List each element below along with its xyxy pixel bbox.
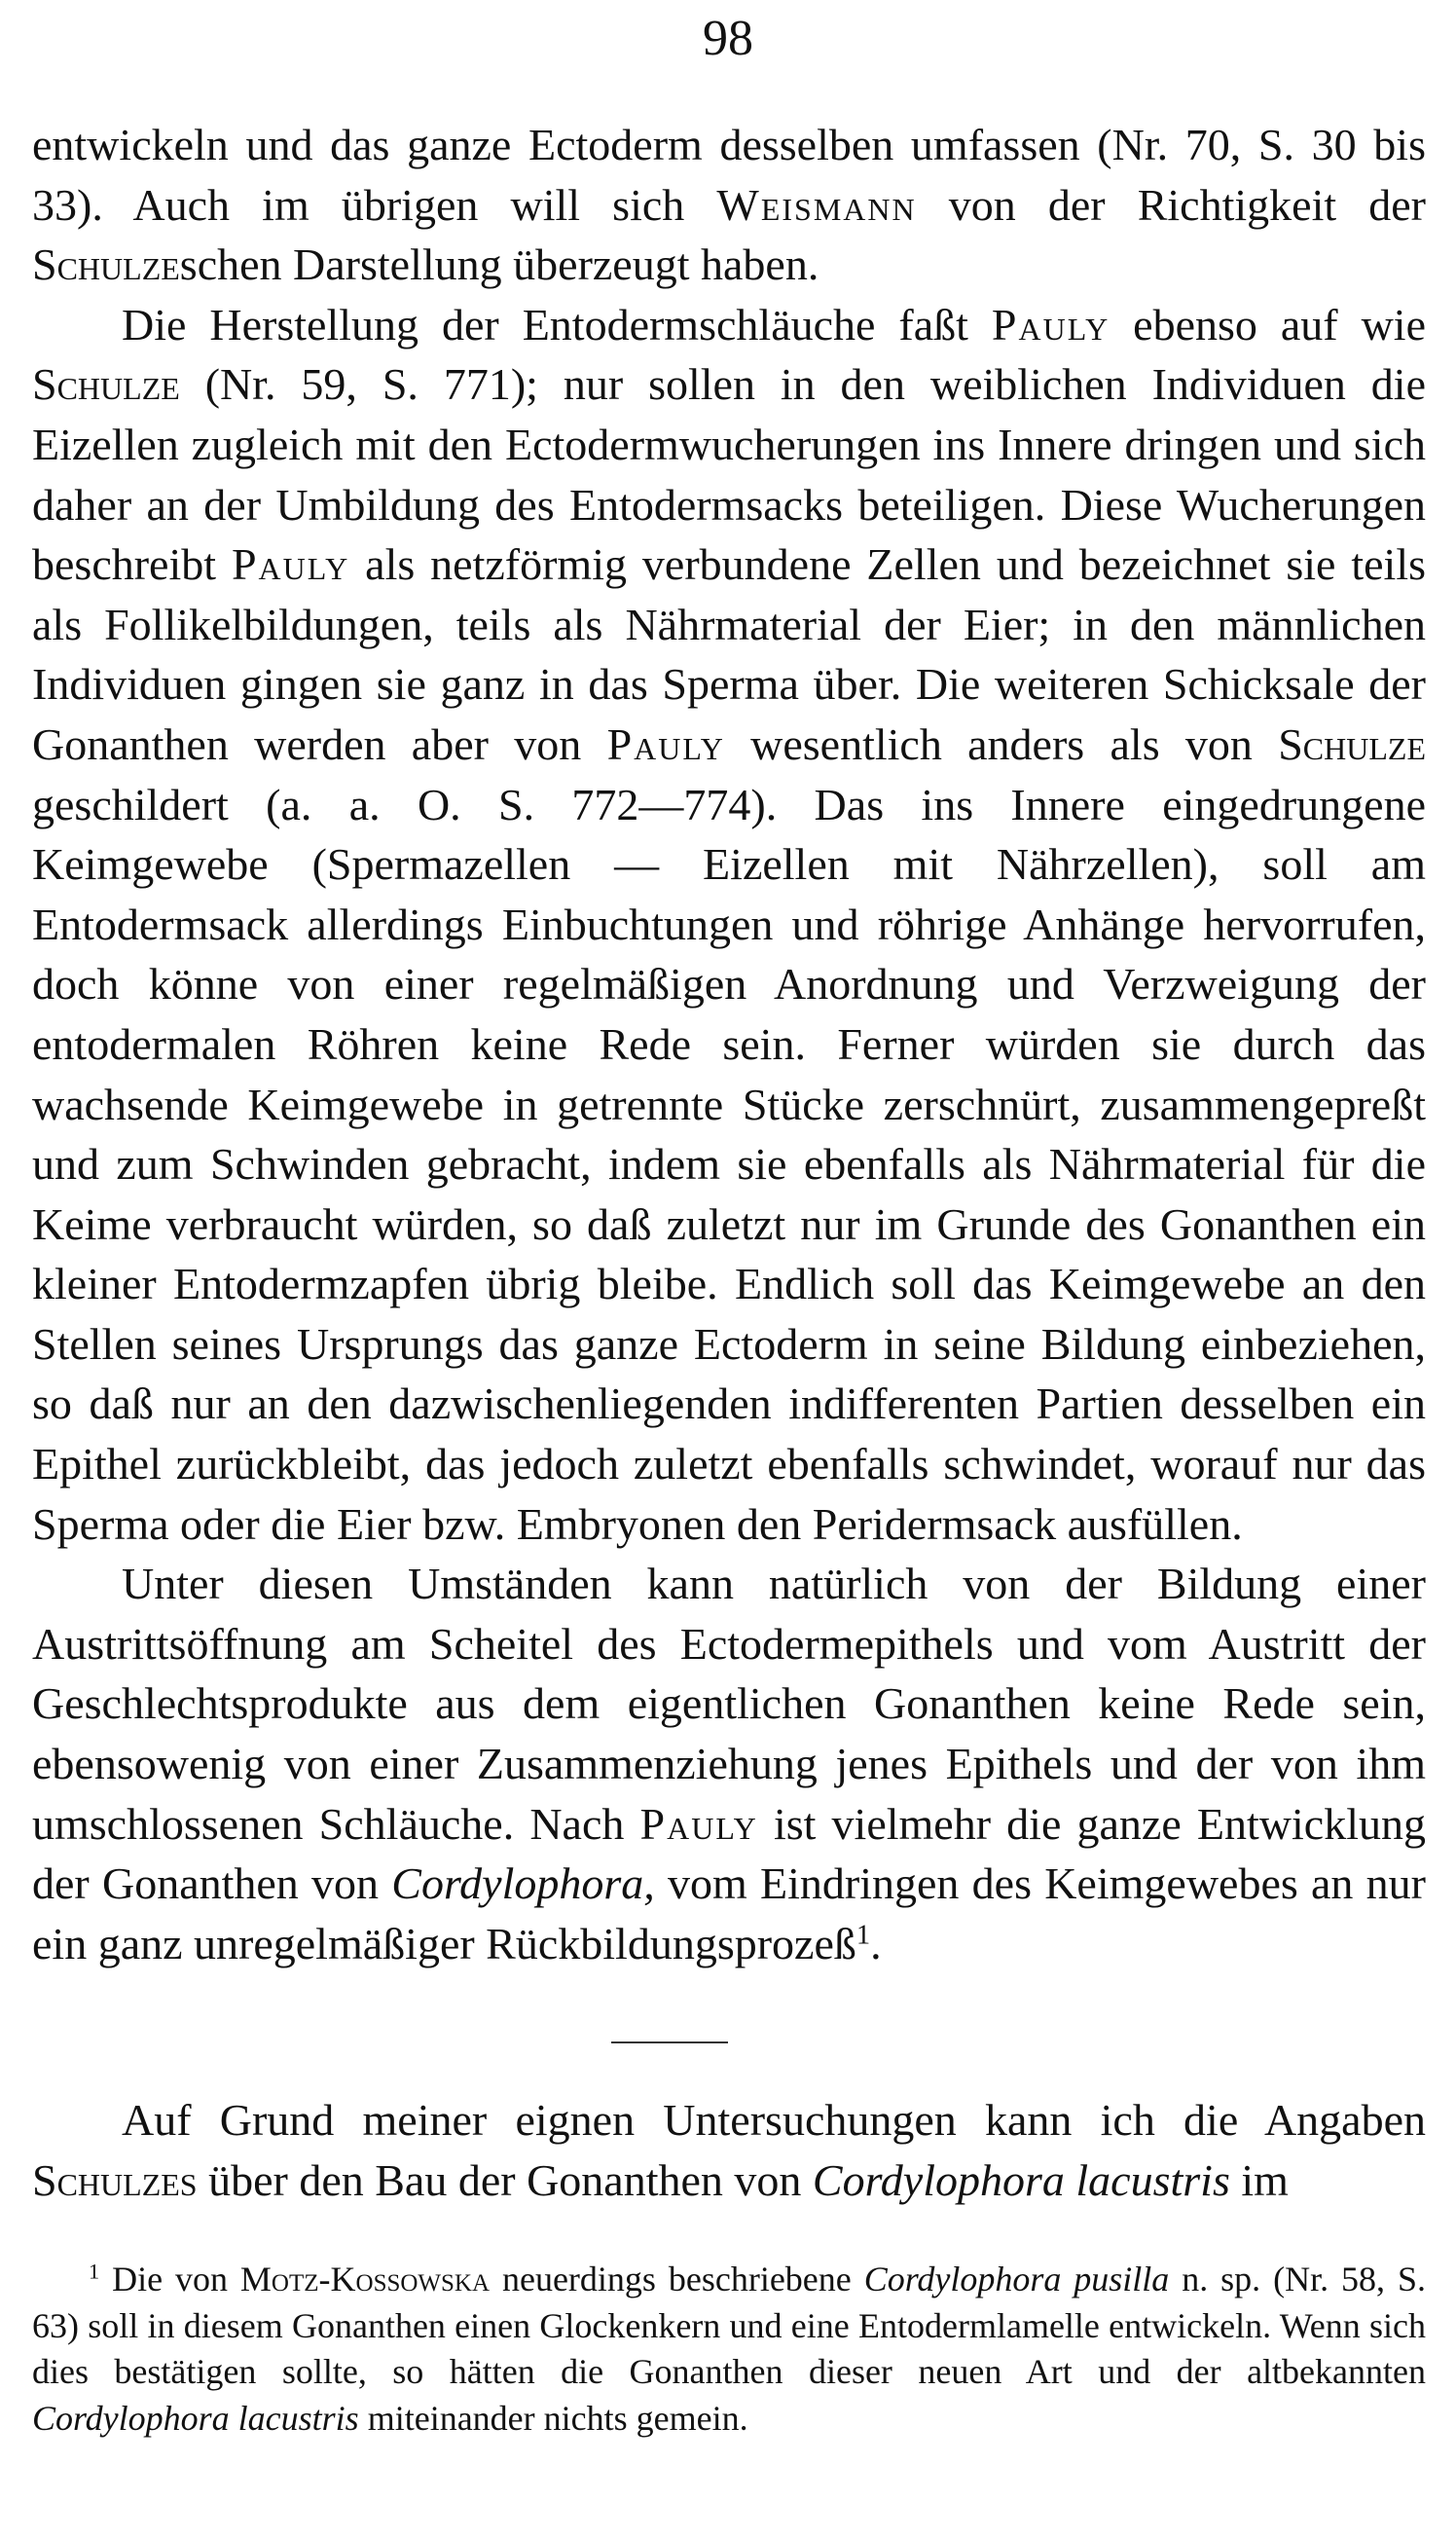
text-run: n. sp. (Nr. 58, S. 63) soll in diesem Gonanthen einen Glockenkern und eine Entodermlamelle entwickeln. Wenn sich dies bestätigen sollte, so hätten die Gonanthen dieser neuen Art und der altbekannten bbox=[32, 2260, 1426, 2391]
paragraph bbox=[32, 295, 1426, 1554]
author-name: Schulze bbox=[32, 239, 180, 290]
paragraph bbox=[32, 1554, 1426, 1973]
author-name: Schulzes bbox=[32, 2154, 198, 2205]
text-run: vom Eindringen des Keimgewebes an nur ein ganz unregelmäßiger Rückbildungsprozeß bbox=[32, 1858, 1426, 1968]
paragraph bbox=[32, 115, 1426, 295]
author-name: Schulze bbox=[1278, 718, 1426, 769]
text-run: von der Richtigkeit der bbox=[916, 179, 1426, 230]
species-name: Cordylophora pusilla bbox=[863, 2260, 1170, 2298]
text-run: ebenso auf wie bbox=[1110, 299, 1427, 349]
text-run: entwickeln und das ganze Ectoderm desselben umfassen (Nr. 70, S. 30 bis 33). Auch im übrigen will sich bbox=[32, 120, 1426, 230]
author-name: Pauly bbox=[606, 718, 725, 769]
text-run: . bbox=[870, 1918, 882, 1968]
main-text bbox=[32, 115, 1426, 1973]
paragraph bbox=[32, 2090, 1426, 2210]
footnotes bbox=[32, 2257, 1426, 2442]
author-name: Weismann bbox=[716, 179, 917, 230]
text-run: Die Herstellung der Entodermschläuche faßt bbox=[122, 299, 992, 349]
footnote-marker: 1 bbox=[89, 2259, 100, 2284]
text-run: schen Darstellung überzeugt haben. bbox=[179, 239, 819, 290]
author-name: Pauly bbox=[231, 539, 350, 590]
text-run: neuerdings beschriebene bbox=[490, 2260, 864, 2298]
species-name: Cordylophora, bbox=[391, 1858, 655, 1909]
footnote bbox=[32, 2257, 1426, 2442]
text-run: wesentlich anders als von bbox=[724, 718, 1279, 769]
footnote-reference: 1 bbox=[855, 1920, 871, 1951]
author-name: Schulze bbox=[32, 359, 180, 410]
author-name: Motz-Kossowska bbox=[239, 2260, 491, 2298]
text-run: (Nr. 59, S. 771); nur sollen in den weiblichen Individuen die Eizellen zugleich mit den Ectodermwucherungen ins Innere dringen und sich daher an der Umbildung des Entodermsacks beteiligen. Diese Wucherungen beschreibt bbox=[32, 359, 1426, 590]
text-run: ist vielmehr die ganze Entwicklung der Gonanthen von bbox=[32, 1798, 1426, 1909]
section-divider bbox=[611, 2041, 728, 2043]
text-run: geschildert (a. a. O. S. 772—774). Das ins Innere eingedrungene Keimgewebe (Spermazellen — Eizellen mit Nährzellen), soll am Entodermsack allerdings Einbuchtungen und röhrige Anhänge hervorrufen, doch könne von einer regelmäßigen Anordnung und Verzweigung der entodermalen Röhren keine Rede sein. Ferner würden sie durch das wachsende Keimgewebe in getrennte Stücke zerschnürt, zusammengepreßt und zum Schwinden gebracht, indem sie ebenfalls als Nährmaterial für die Keime verbraucht würden, so daß zuletzt nur im Grunde des Gonanthen ein kleiner Entodermzapfen übrig bleibe. Endlich soll das Keimgewebe an den Stellen seines Ursprungs das ganze Ectoderm in seine Bildung einbeziehen, so daß nur an den dazwischenliegenden indifferenten Partien desselben ein Epithel zurückbleibt, das jedoch zuletzt ebenfalls schwindet, worauf nur das Sperma oder die Eier bzw. Embryonen den Peridermsack ausfüllen. bbox=[32, 779, 1426, 1549]
species-name: Cordylophora lacustris bbox=[812, 2154, 1230, 2205]
text-run: im bbox=[1229, 2154, 1289, 2205]
text-run: als netzförmig verbundene Zellen und bezeichnet sie teils als Follikelbildungen, teils als Nährmaterial der Eier; in den männlichen Individuen gingen sie ganz in das Sperma über. Die weiteren Schicksale der Gonanthen werden aber von bbox=[32, 539, 1426, 769]
species-name: Cordylophora lacustris bbox=[32, 2398, 359, 2438]
page-number: 98 bbox=[703, 11, 753, 66]
author-name: Pauly bbox=[639, 1798, 758, 1849]
author-name: Pauly bbox=[991, 299, 1110, 349]
text-run: Unter diesen Umständen kann natürlich von der Bildung einer Austrittsöffnung am Scheitel des Ectodermepithels und vom Austritt der Geschlechtsprodukte aus dem eigentlichen Gonanthen keine Rede sein, ebensowenig von einer Zusammenziehung jenes Epithels und der von ihm umschlossenen Schläuche. Nach bbox=[32, 1559, 1426, 1849]
main-text-continued bbox=[32, 2090, 1426, 2210]
text-run: Die von bbox=[99, 2260, 240, 2298]
text-run: miteinander nichts gemein. bbox=[358, 2398, 748, 2438]
text-run: über den Bau der Gonanthen von bbox=[197, 2154, 813, 2205]
text-run: Auf Grund meiner eignen Untersuchungen kann ich die Angaben bbox=[122, 2095, 1426, 2145]
